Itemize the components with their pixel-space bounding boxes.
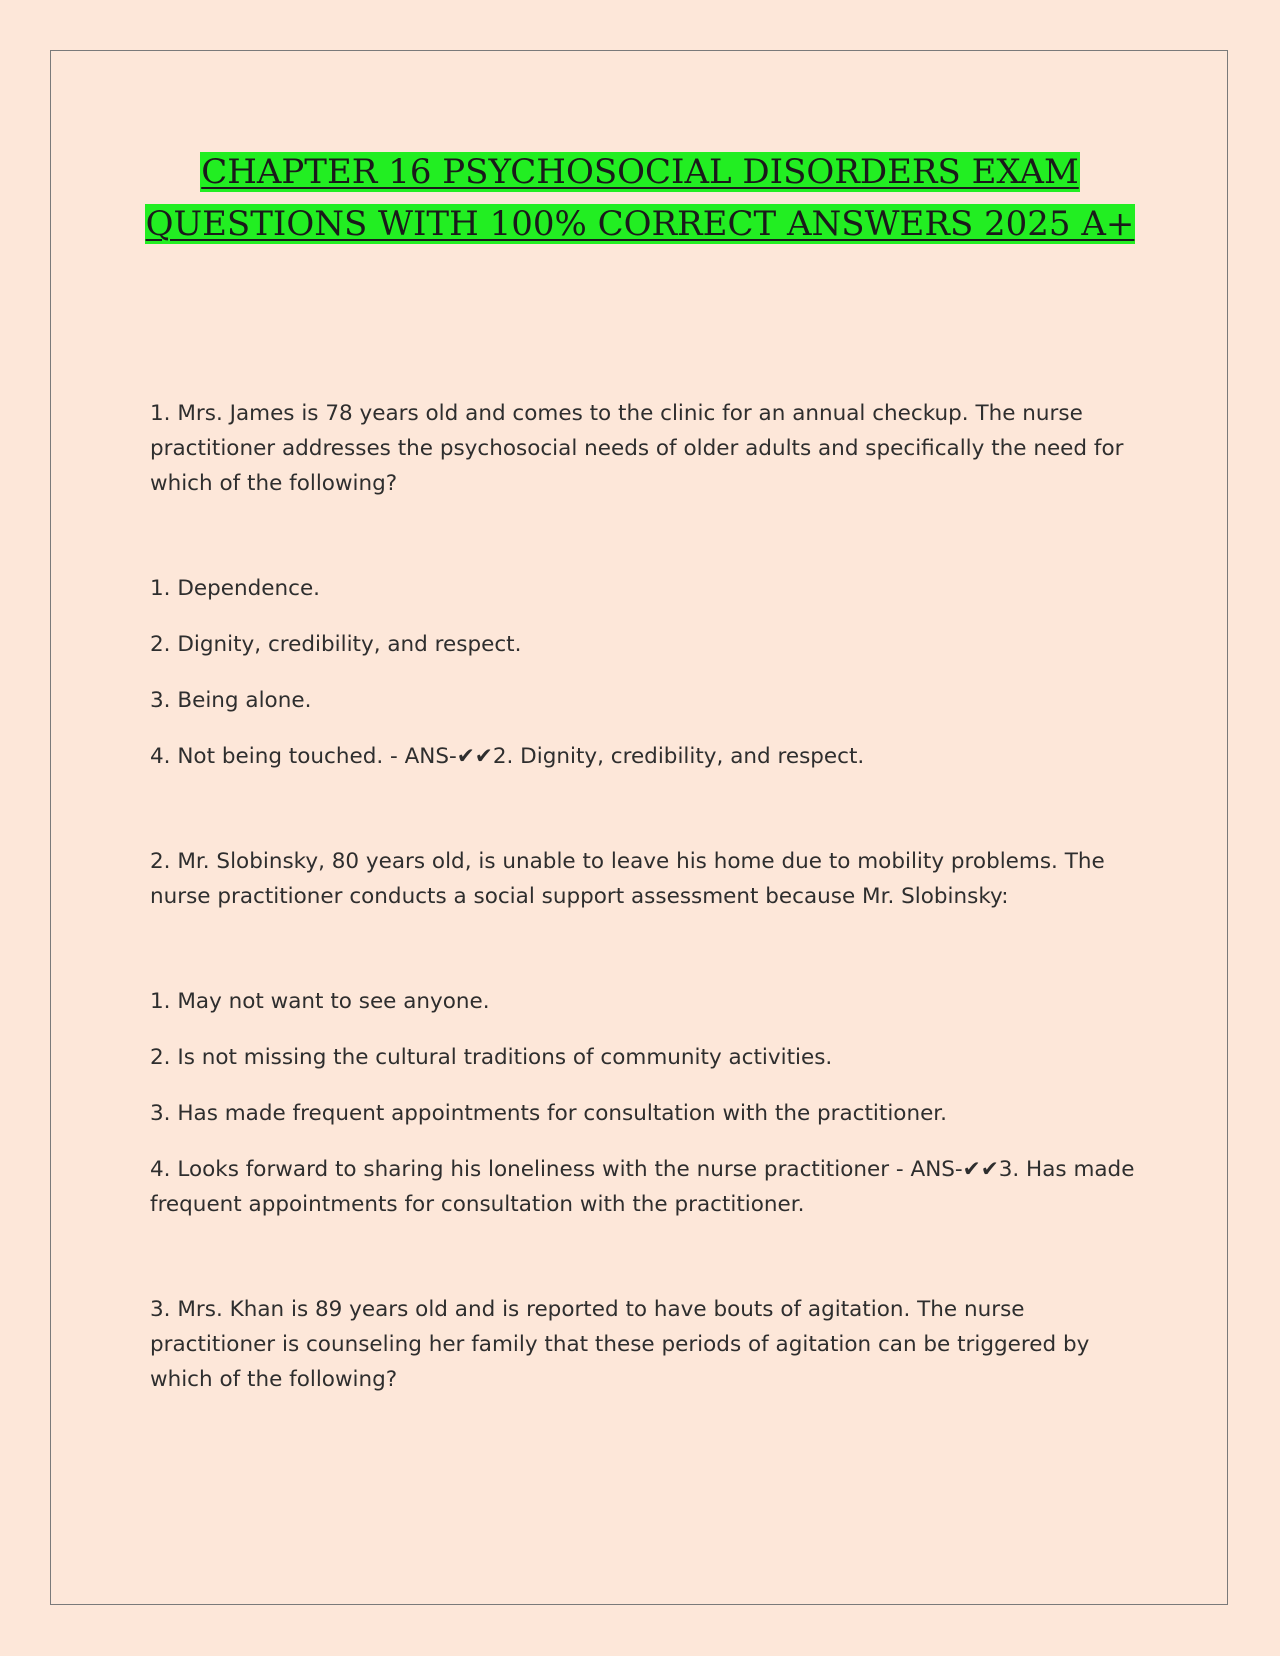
- question-1: [150, 396, 1140, 774]
- question-stem: 3. Mrs. Khan is 89 years old and is reported to have bouts of agitation. The nurse practitioner is counseling her family that these periods of agitation can be triggered by which of the following?: [150, 1297, 1090, 1392]
- question-stem: 1. Mrs. James is 78 years old and comes to the clinic for an annual checkup. The nurse practitioner addresses the psychosocial needs of older adults and specifically the need for which of the following?: [150, 401, 1124, 496]
- answer-option: 3. Has made frequent appointments for consultation with the practitioner.: [150, 1101, 948, 1126]
- question-3: [150, 1292, 1140, 1397]
- question-stem: 2. Mr. Slobinsky, 80 years old, is unable to leave his home due to mobility problems. The nurse practitioner conducts a social support assessment because Mr. Slobinsky:: [150, 849, 1105, 909]
- document-title-text: CHAPTER 16 PSYCHOSOCIAL DISORDERS EXAM QUESTIONS WITH 100% CORRECT ANSWERS 2025 A+: [145, 152, 1135, 244]
- question-2: [150, 844, 1140, 1222]
- answer-options: [150, 571, 1140, 774]
- question-list: [150, 396, 1140, 1397]
- answer-option: 1. May not want to see anyone.: [150, 989, 490, 1014]
- answer-option-with-answer: 4. Looks forward to sharing his loneliness with the nurse practitioner - ANS-✔✔3. Has made frequent appointments for consultation with the practitioner.: [150, 1157, 1135, 1217]
- answer-option: 2. Dignity, credibility, and respect.: [150, 632, 522, 657]
- answer-options: [150, 984, 1140, 1222]
- document-title: [100, 146, 1180, 250]
- answer-option-with-answer: 4. Not being touched. - ANS-✔✔2. Dignity, credibility, and respect.: [150, 744, 865, 769]
- answer-option: 1. Dependence.: [150, 576, 321, 601]
- answer-option: 3. Being alone.: [150, 688, 312, 713]
- answer-option: 2. Is not missing the cultural traditions of community activities.: [150, 1045, 833, 1070]
